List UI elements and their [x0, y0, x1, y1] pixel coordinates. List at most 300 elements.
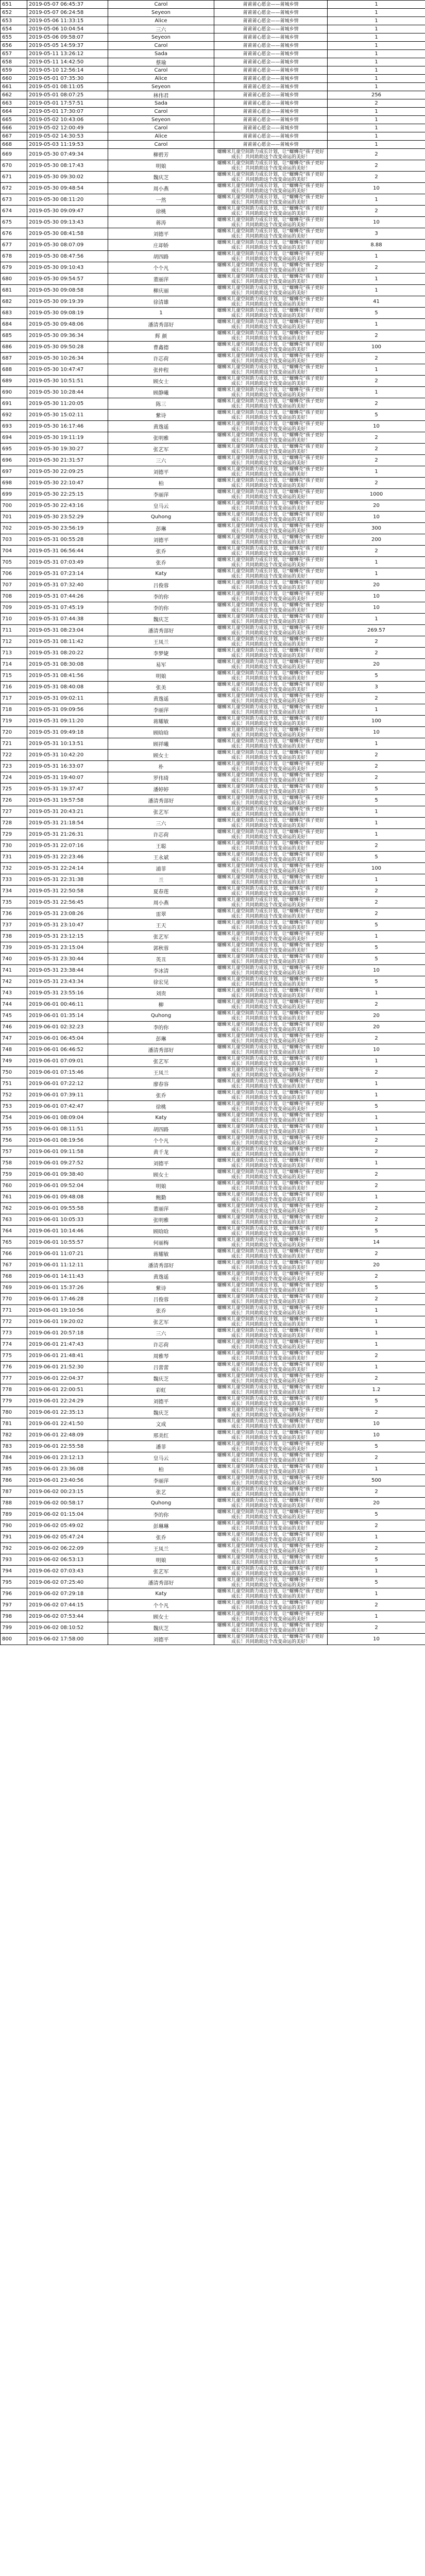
donor-name-cell: Katy: [108, 1112, 214, 1124]
donor-name-cell: 王天: [108, 920, 214, 931]
row-id-cell: 724: [1, 772, 27, 784]
donation-time-cell: 2019-05-06 11:33:15: [27, 17, 108, 25]
donor-name-cell: 潘清秀部好: [108, 1044, 214, 1056]
donor-name-cell: Seyeon: [108, 33, 214, 42]
amount-cell: 500: [328, 1475, 425, 1486]
row-id-cell: 702: [1, 523, 27, 534]
donor-name-cell: 柳庆丽: [108, 285, 214, 296]
table-row: [1, 1509, 425, 1520]
project-name-cell: 莆莆莆心愿金——莆城乡情: [214, 1, 328, 9]
donation-time-cell: 2019-05-30 08:41:58: [27, 228, 108, 240]
donor-name-cell: 蔡瑜: [108, 58, 214, 66]
donor-name-cell: 廖春容: [108, 1078, 214, 1090]
donation-time-cell: 2019-05-30 23:56:19: [27, 523, 108, 534]
table-row: [1, 75, 425, 83]
table-row: [1, 784, 425, 795]
row-id-cell: 775: [1, 1350, 27, 1362]
table-row: [1, 704, 425, 716]
project-name-cell: 螺蛳米儿童空间助力成长计划，让“螺蛳壳”孩子更好成长！共同助助这个改变命运的美好！: [214, 432, 328, 444]
table-row: [1, 342, 425, 353]
donation-time-cell: 2019-06-01 02:32:23: [27, 1022, 108, 1033]
donation-time-cell: 2019-05-31 09:11:20: [27, 716, 108, 727]
amount-cell: 10: [328, 602, 425, 614]
amount-cell: 2: [328, 546, 425, 557]
row-id-cell: 751: [1, 1078, 27, 1090]
table-row: [1, 750, 425, 761]
amount-cell: 2: [328, 1622, 425, 1634]
donation-time-cell: 2019-05-31 23:38:44: [27, 965, 108, 976]
project-name-cell: 螺蛳米儿童空间助力成长计划，让“螺蛳壳”孩子更好成长！共同助助这个改变命运的美好！: [214, 444, 328, 455]
donor-name-cell: Carol: [108, 141, 214, 149]
donor-name-cell: 张乔: [108, 1305, 214, 1316]
table-row: [1, 806, 425, 818]
amount-cell: 1: [328, 704, 425, 716]
amount-cell: 10: [328, 512, 425, 523]
row-id-cell: 784: [1, 1452, 27, 1464]
donor-name-cell: 郭秋蓉: [108, 942, 214, 954]
donor-name-cell: 王凤兰: [108, 1543, 214, 1554]
donor-name-cell: 魏庆芝: [108, 1407, 214, 1418]
donor-name-cell: 紫诗: [108, 1282, 214, 1294]
project-name-cell: 螺蛳米儿童空间助力成长计划，让“螺蛳壳”孩子更好成长！共同助助这个改变命运的美好！: [214, 976, 328, 988]
table-row: [1, 1634, 425, 1645]
project-name-cell: 螺蛳米儿童空间助力成长计划，让“螺蛳壳”孩子更好成长！共同助助这个改变命运的美好！: [214, 251, 328, 262]
table-row: [1, 988, 425, 999]
table-row: [1, 1226, 425, 1237]
project-name-cell: 螺蛳米儿童空间助力成长计划，让“螺蛳壳”孩子更好成长！共同助助这个改变命运的美好！: [214, 1305, 328, 1316]
project-name-cell: 螺蛳米儿童空间助力成长计划，让“螺蛳壳”孩子更好成长！共同助助这个改变命运的美好！: [214, 988, 328, 999]
donation-time-cell: 2019-05-31 08:40:08: [27, 682, 108, 693]
donation-time-cell: 2019-05-30 08:17:43: [27, 160, 108, 172]
donor-name-cell: 个个凡: [108, 1135, 214, 1146]
row-id-cell: 721: [1, 738, 27, 750]
amount-cell: 1: [328, 124, 425, 132]
project-name-cell: 莆莆莆心愿金——莆城乡情: [214, 58, 328, 66]
amount-cell: 2: [328, 160, 425, 172]
table-row: [1, 954, 425, 965]
amount-cell: 20: [328, 580, 425, 591]
amount-cell: 1000: [328, 489, 425, 500]
donation-time-cell: 2019-05-31 09:02:11: [27, 693, 108, 704]
row-id-cell: 725: [1, 784, 27, 795]
amount-cell: 5: [328, 1554, 425, 1566]
amount-cell: 10: [328, 421, 425, 432]
row-id-cell: 778: [1, 1384, 27, 1396]
table-row: [1, 1067, 425, 1078]
amount-cell: 2: [328, 1033, 425, 1044]
row-id-cell: 672: [1, 183, 27, 194]
amount-cell: 10: [328, 591, 425, 602]
donation-time-cell: 2019-05-01 07:35:30: [27, 75, 108, 83]
row-id-cell: 671: [1, 172, 27, 183]
project-name-cell: 螺蛳米儿童空间助力成长计划，让“螺蛳壳”孩子更好成长！共同助助这个改变命运的美好！: [214, 1010, 328, 1022]
row-id-cell: 736: [1, 908, 27, 920]
row-id-cell: 651: [1, 1, 27, 9]
donor-name-cell: 王聪: [108, 840, 214, 852]
row-id-cell: 770: [1, 1294, 27, 1305]
amount-cell: 5: [328, 1441, 425, 1452]
table-row: [1, 1396, 425, 1407]
project-name-cell: 螺蛳米儿童空间助力成长计划，让“螺蛳壳”孩子更好成长！共同助助这个改变命运的美好！: [214, 1498, 328, 1509]
row-id-cell: 662: [1, 91, 27, 99]
amount-cell: 1: [328, 194, 425, 206]
row-id-cell: 740: [1, 954, 27, 965]
donation-time-cell: 2019-05-30 09:13:43: [27, 217, 108, 228]
project-name-cell: 螺蛳米儿童空间助力成长计划，让“螺蛳壳”孩子更好成长！共同助助这个改变命运的美好！: [214, 942, 328, 954]
amount-cell: 2: [328, 750, 425, 761]
donor-name-cell: 易军: [108, 659, 214, 670]
donation-time-cell: 2019-05-30 09:48:06: [27, 319, 108, 330]
donor-name-cell: 文成: [108, 1418, 214, 1430]
donation-time-cell: 2019-05-07 06:45:37: [27, 1, 108, 9]
row-id-cell: 691: [1, 398, 27, 410]
table-row: [1, 863, 425, 874]
row-id-cell: 709: [1, 602, 27, 614]
amount-cell: 2: [328, 636, 425, 648]
amount-cell: 2: [328, 330, 425, 342]
amount-cell: 2: [328, 1146, 425, 1158]
table-row: [1, 500, 425, 512]
donor-name-cell: 张乔: [108, 546, 214, 557]
project-name-cell: 螺蛳米儿童空间助力成长计划，让“螺蛳壳”孩子更好成长！共同助助这个改变命运的美好！: [214, 1588, 328, 1600]
amount-cell: 1: [328, 557, 425, 568]
row-id-cell: 763: [1, 1214, 27, 1226]
amount-cell: 2: [328, 999, 425, 1010]
amount-cell: 2: [328, 648, 425, 659]
donation-time-cell: 2019-05-02 12:00:49: [27, 124, 108, 132]
donor-name-cell: 王凤兰: [108, 636, 214, 648]
amount-cell: 5: [328, 1101, 425, 1112]
row-id-cell: 737: [1, 920, 27, 931]
amount-cell: 1: [328, 988, 425, 999]
amount-cell: 3: [328, 228, 425, 240]
table-row: [1, 636, 425, 648]
project-name-cell: 螺蛳米儿童空间助力成长计划，让“螺蛳壳”孩子更好成长！共同助助这个改变命运的美好！: [214, 1430, 328, 1441]
table-row: [1, 1566, 425, 1577]
donation-time-cell: 2019-05-01 17:30:07: [27, 108, 108, 116]
donor-name-cell: 彭琳: [108, 523, 214, 534]
donation-time-cell: 2019-05-30 09:09:47: [27, 206, 108, 217]
row-id-cell: 746: [1, 1022, 27, 1033]
row-id-cell: 710: [1, 614, 27, 625]
donor-name-cell: 皇马云: [108, 1452, 214, 1464]
project-name-cell: 螺蛳米儿童空间助力成长计划，让“螺蛳壳”孩子更好成长！共同助助这个改变命运的美好！: [214, 591, 328, 602]
amount-cell: 2: [328, 1248, 425, 1260]
donation-time-cell: 2019-06-01 06:45:04: [27, 1033, 108, 1044]
project-name-cell: 螺蛳米儿童空间助力成长计划，让“螺蛳壳”孩子更好成长！共同助助这个改变命运的美好！: [214, 1067, 328, 1078]
amount-cell: 8.88: [328, 240, 425, 251]
project-name-cell: 螺蛳米儿童空间助力成长计划，让“螺蛳壳”孩子更好成长！共同助助这个改变命运的美好！: [214, 580, 328, 591]
donor-name-cell: 夏春莲: [108, 886, 214, 897]
donor-name-cell: 潘婷婷: [108, 784, 214, 795]
project-name-cell: 螺蛳米儿童空间助力成长计划，让“螺蛳壳”孩子更好成长！共同助助这个改变命运的美好！: [214, 1203, 328, 1214]
row-id-cell: 756: [1, 1135, 27, 1146]
donor-name-cell: 林伟君: [108, 91, 214, 99]
table-row: [1, 942, 425, 954]
project-name-cell: 螺蛳米儿童空间助力成长计划，让“螺蛳壳”孩子更好成长！共同助助这个改变命运的美好！: [214, 500, 328, 512]
donor-name-cell: 三六: [108, 818, 214, 829]
table-row: [1, 1135, 425, 1146]
project-name-cell: 螺蛳米儿童空间助力成长计划，让“螺蛳壳”孩子更好成长！共同助助这个改变命运的美好！: [214, 1475, 328, 1486]
row-id-cell: 771: [1, 1305, 27, 1316]
project-name-cell: 螺蛳米儿童空间助力成长计划，让“螺蛳壳”孩子更好成长！共同助助这个改变命运的美好！: [214, 1180, 328, 1192]
donor-name-cell: 周小燕: [108, 897, 214, 908]
row-id-cell: 759: [1, 1169, 27, 1180]
donation-time-cell: 2019-06-01 20:57:18: [27, 1328, 108, 1339]
project-name-cell: 莆莆莆心愿金——莆城乡情: [214, 33, 328, 42]
donor-name-cell: 1: [108, 308, 214, 319]
table-row: [1, 840, 425, 852]
row-id-cell: 794: [1, 1566, 27, 1577]
amount-cell: 2: [328, 478, 425, 489]
donation-time-cell: 2019-05-31 07:44:26: [27, 591, 108, 602]
amount-cell: 1: [328, 1532, 425, 1543]
row-id-cell: 670: [1, 160, 27, 172]
row-id-cell: 658: [1, 58, 27, 66]
donation-time-cell: 2019-06-01 10:14:46: [27, 1226, 108, 1237]
table-row: [1, 625, 425, 636]
donor-name-cell: 浦菲: [108, 863, 214, 874]
donation-time-cell: 2019-05-30 09:19:39: [27, 296, 108, 308]
row-id-cell: 799: [1, 1622, 27, 1634]
amount-cell: 20: [328, 659, 425, 670]
donation-time-cell: 2019-05-30 08:11:20: [27, 194, 108, 206]
project-name-cell: 螺蛳米儿童空间助力成长计划，让“螺蛳壳”孩子更好成长！共同助助这个改变命运的美好！: [214, 172, 328, 183]
donation-time-cell: 2019-06-02 05:47:24: [27, 1532, 108, 1543]
donor-name-cell: 罗伟琦: [108, 772, 214, 784]
table-row: [1, 1611, 425, 1622]
donor-name-cell: 李的你: [108, 602, 214, 614]
amount-cell: 1: [328, 108, 425, 116]
project-name-cell: 螺蛳米儿童空间助力成长计划，让“螺蛳壳”孩子更好成长！共同助助这个改变命运的美好！: [214, 874, 328, 886]
donation-time-cell: 2019-06-01 09:48:08: [27, 1192, 108, 1203]
donor-name-cell: 顾晗晗: [108, 727, 214, 738]
row-id-cell: 734: [1, 886, 27, 897]
donation-time-cell: 2019-05-31 21:26:31: [27, 829, 108, 840]
table-row: [1, 716, 425, 727]
project-name-cell: 莆莆莆心愿金——莆城乡情: [214, 108, 328, 116]
donation-time-cell: 2019-05-31 07:23:14: [27, 568, 108, 580]
row-id-cell: 762: [1, 1203, 27, 1214]
table-row: [1, 83, 425, 91]
row-id-cell: 788: [1, 1498, 27, 1509]
amount-cell: 20: [328, 1260, 425, 1271]
donation-time-cell: 2019-05-30 09:08:58: [27, 285, 108, 296]
amount-cell: 5: [328, 1509, 425, 1520]
row-id-cell: 675: [1, 217, 27, 228]
donor-name-cell: 张艺军: [108, 1316, 214, 1328]
table-row: [1, 1430, 425, 1441]
donation-time-cell: 2019-05-30 09:30:02: [27, 172, 108, 183]
amount-cell: 1: [328, 1158, 425, 1169]
project-name-cell: 螺蛳米儿童空间助力成长计划，让“螺蛳壳”孩子更好成长！共同助助这个改变命运的美好！: [214, 727, 328, 738]
donation-time-cell: 2019-05-31 20:43:21: [27, 806, 108, 818]
donor-name-cell: 朴: [108, 761, 214, 772]
donor-name-cell: 张艺军: [108, 444, 214, 455]
donor-name-cell: 潘清秀部好: [108, 625, 214, 636]
row-id-cell: 698: [1, 478, 27, 489]
project-name-cell: 螺蛳米儿童空间助力成长计划，让“螺蛳壳”孩子更好成长！共同助助这个改变命运的美好！: [214, 1237, 328, 1248]
donor-name-cell: 李冰清: [108, 965, 214, 976]
donor-name-cell: 个个凡: [108, 1600, 214, 1611]
project-name-cell: 螺蛳米儿童空间助力成长计划，让“螺蛳壳”孩子更好成长！共同助助这个改变命运的美好！: [214, 342, 328, 353]
row-id-cell: 656: [1, 42, 27, 50]
row-id-cell: 789: [1, 1509, 27, 1520]
row-id-cell: 755: [1, 1124, 27, 1135]
row-id-cell: 773: [1, 1328, 27, 1339]
donation-time-cell: 2019-05-30 09:36:34: [27, 330, 108, 342]
amount-cell: 2: [328, 1135, 425, 1146]
row-id-cell: 744: [1, 999, 27, 1010]
donation-time-cell: 2019-05-31 09:09:56: [27, 704, 108, 716]
project-name-cell: 螺蛳米儿童空间助力成长计划，让“螺蛳壳”孩子更好成长！共同助助这个改变命运的美好！: [214, 478, 328, 489]
amount-cell: 20: [328, 1010, 425, 1022]
project-name-cell: 螺蛳米儿童空间助力成长计划，让“螺蛳壳”孩子更好成长！共同助助这个改变命运的美好！: [214, 1566, 328, 1577]
donor-name-cell: Katy: [108, 568, 214, 580]
donation-time-cell: 2019-05-31 07:32:40: [27, 580, 108, 591]
donor-name-cell: 刘德平: [108, 534, 214, 546]
project-name-cell: 螺蛳米儿童空间助力成长计划，让“螺蛳壳”孩子更好成长！共同助助这个改变命运的美好！: [214, 954, 328, 965]
project-name-cell: 螺蛳米儿童空间助力成长计划，让“螺蛳壳”孩子更好成长！共同助助这个改变命运的美好！: [214, 489, 328, 500]
table-row: [1, 829, 425, 840]
donation-time-cell: 2019-06-02 17:58:00: [27, 1634, 108, 1645]
table-row: [1, 466, 425, 478]
project-name-cell: 螺蛳米儿童空间助力成长计划，让“螺蛳壳”孩子更好成长！共同助助这个改变命运的美好！: [214, 546, 328, 557]
table-row: [1, 172, 425, 183]
project-name-cell: 螺蛳米儿童空间助力成长计划，让“螺蛳壳”孩子更好成长！共同助助这个改变命运的美好！: [214, 908, 328, 920]
project-name-cell: 螺蛳米儿童空间助力成长计划，让“螺蛳壳”孩子更好成长！共同助助这个改变命运的美好！: [214, 262, 328, 274]
amount-cell: 1: [328, 141, 425, 149]
table-row: [1, 91, 425, 99]
project-name-cell: 螺蛳米儿童空间助力成长计划，让“螺蛳壳”孩子更好成长！共同助助这个改变命运的美好！: [214, 1090, 328, 1101]
amount-cell: 2: [328, 1520, 425, 1532]
row-id-cell: 680: [1, 274, 27, 285]
project-name-cell: 螺蛳米儿童空间助力成长计划，让“螺蛳壳”孩子更好成长！共同助助这个改变命运的美好！: [214, 285, 328, 296]
donation-time-cell: 2019-05-31 07:45:19: [27, 602, 108, 614]
row-id-cell: 754: [1, 1112, 27, 1124]
donation-time-cell: 2019-05-06 09:58:07: [27, 33, 108, 42]
amount-cell: 2: [328, 1407, 425, 1418]
project-name-cell: 螺蛳米儿童空间助力成长计划，让“螺蛳壳”孩子更好成长！共同助助这个改变命运的美好！: [214, 1339, 328, 1350]
table-row: [1, 659, 425, 670]
donation-time-cell: 2019-05-03 11:19:53: [27, 141, 108, 149]
row-id-cell: 758: [1, 1158, 27, 1169]
project-name-cell: 螺蛳米儿童空间助力成长计划，让“螺蛳壳”孩子更好成长！共同助助这个改变命运的美好！: [214, 1418, 328, 1430]
donor-name-cell: 三六: [108, 455, 214, 466]
project-name-cell: 螺蛳米儿童空间助力成长计划，让“螺蛳壳”孩子更好成长！共同助助这个改变命运的美好！: [214, 784, 328, 795]
amount-cell: 2: [328, 1180, 425, 1192]
table-row: [1, 194, 425, 206]
donation-time-cell: 2019-05-30 19:11:19: [27, 432, 108, 444]
amount-cell: 1: [328, 132, 425, 141]
amount-cell: 1: [328, 1192, 425, 1203]
table-row: [1, 1044, 425, 1056]
project-name-cell: 螺蛳米儿童空间助力成长计划，让“螺蛳壳”孩子更好成长！共同助助这个改变命运的美好！: [214, 466, 328, 478]
donor-name-cell: 潘清秀部好: [108, 1577, 214, 1588]
row-id-cell: 748: [1, 1044, 27, 1056]
donor-name-cell: 刘德平: [108, 466, 214, 478]
donor-name-cell: 李丽萍: [108, 489, 214, 500]
donation-time-cell: 2019-05-31 19:40:07: [27, 772, 108, 784]
amount-cell: 3: [328, 682, 425, 693]
donation-time-cell: 2019-06-01 07:09:01: [27, 1056, 108, 1067]
amount-cell: 2: [328, 376, 425, 387]
amount-cell: 1: [328, 1090, 425, 1101]
donation-time-cell: 2019-05-31 23:10:47: [27, 920, 108, 931]
donor-name-cell: 张艺军: [108, 1056, 214, 1067]
amount-cell: 5: [328, 954, 425, 965]
row-id-cell: 701: [1, 512, 27, 523]
project-name-cell: 螺蛳米儿童空间助力成长计划，让“螺蛳壳”孩子更好成长！共同助助这个改变命运的美好！: [214, 217, 328, 228]
table-row: [1, 670, 425, 682]
project-name-cell: 莆莆莆心愿金——莆城乡情: [214, 91, 328, 99]
table-row: [1, 648, 425, 659]
donor-name-cell: 胡四路: [108, 251, 214, 262]
table-row: [1, 1373, 425, 1384]
donation-time-cell: 2019-06-01 19:20:02: [27, 1316, 108, 1328]
row-id-cell: 689: [1, 376, 27, 387]
amount-cell: 256: [328, 91, 425, 99]
row-id-cell: 706: [1, 568, 27, 580]
donor-name-cell: 刘德平: [108, 1396, 214, 1407]
row-id-cell: 704: [1, 546, 27, 557]
amount-cell: 2: [328, 432, 425, 444]
table-row: [1, 1101, 425, 1112]
table-row: [1, 818, 425, 829]
amount-cell: 10: [328, 1044, 425, 1056]
row-id-cell: 769: [1, 1282, 27, 1294]
amount-cell: 5: [328, 410, 425, 421]
table-row: [1, 42, 425, 50]
amount-cell: 14: [328, 1237, 425, 1248]
donor-name-cell: Alice: [108, 132, 214, 141]
row-id-cell: 760: [1, 1180, 27, 1192]
table-row: [1, 965, 425, 976]
row-id-cell: 766: [1, 1248, 27, 1260]
amount-cell: 2: [328, 398, 425, 410]
row-id-cell: 694: [1, 432, 27, 444]
project-name-cell: 螺蛳米儿童空间助力成长计划，让“螺蛳壳”孩子更好成长！共同助助这个改变命运的美好！: [214, 1282, 328, 1294]
table-row: [1, 557, 425, 568]
table-row: [1, 1010, 425, 1022]
donation-time-cell: 2019-05-31 22:07:16: [27, 840, 108, 852]
project-name-cell: 螺蛳米儿童空间助力成长计划，让“螺蛳壳”孩子更好成长！共同助助这个改变命运的美好！: [214, 160, 328, 172]
donation-time-cell: 2019-06-01 17:46:28: [27, 1294, 108, 1305]
amount-cell: 1: [328, 1124, 425, 1135]
amount-cell: 1: [328, 1056, 425, 1067]
table-row: [1, 1328, 425, 1339]
row-id-cell: 674: [1, 206, 27, 217]
donation-time-cell: 2019-06-01 22:04:37: [27, 1373, 108, 1384]
donor-name-cell: Carol: [108, 108, 214, 116]
project-name-cell: 螺蛳米儿童空间助力成长计划，让“螺蛳壳”孩子更好成长！共同助助这个改变命运的美好！: [214, 999, 328, 1010]
table-row: [1, 132, 425, 141]
donor-name-cell: Seyeon: [108, 9, 214, 17]
donor-name-cell: 许芯荷: [108, 829, 214, 840]
donation-time-cell: 2019-05-30 10:28:44: [27, 387, 108, 398]
project-name-cell: 螺蛳米儿童空间助力成长计划，让“螺蛳壳”孩子更好成长！共同助助这个改变命运的美好！: [214, 1384, 328, 1396]
amount-cell: 200: [328, 534, 425, 546]
amount-cell: 5: [328, 1396, 425, 1407]
project-name-cell: 螺蛳米儿童空间助力成长计划，让“螺蛳壳”孩子更好成长！共同助助这个改变命运的美好！: [214, 353, 328, 364]
table-row: [1, 25, 425, 33]
table-row: [1, 398, 425, 410]
row-id-cell: 798: [1, 1611, 27, 1622]
row-id-cell: 726: [1, 795, 27, 806]
donor-name-cell: 明娘: [108, 160, 214, 172]
donor-name-cell: 刘德平: [108, 1158, 214, 1169]
table-row: [1, 17, 425, 25]
